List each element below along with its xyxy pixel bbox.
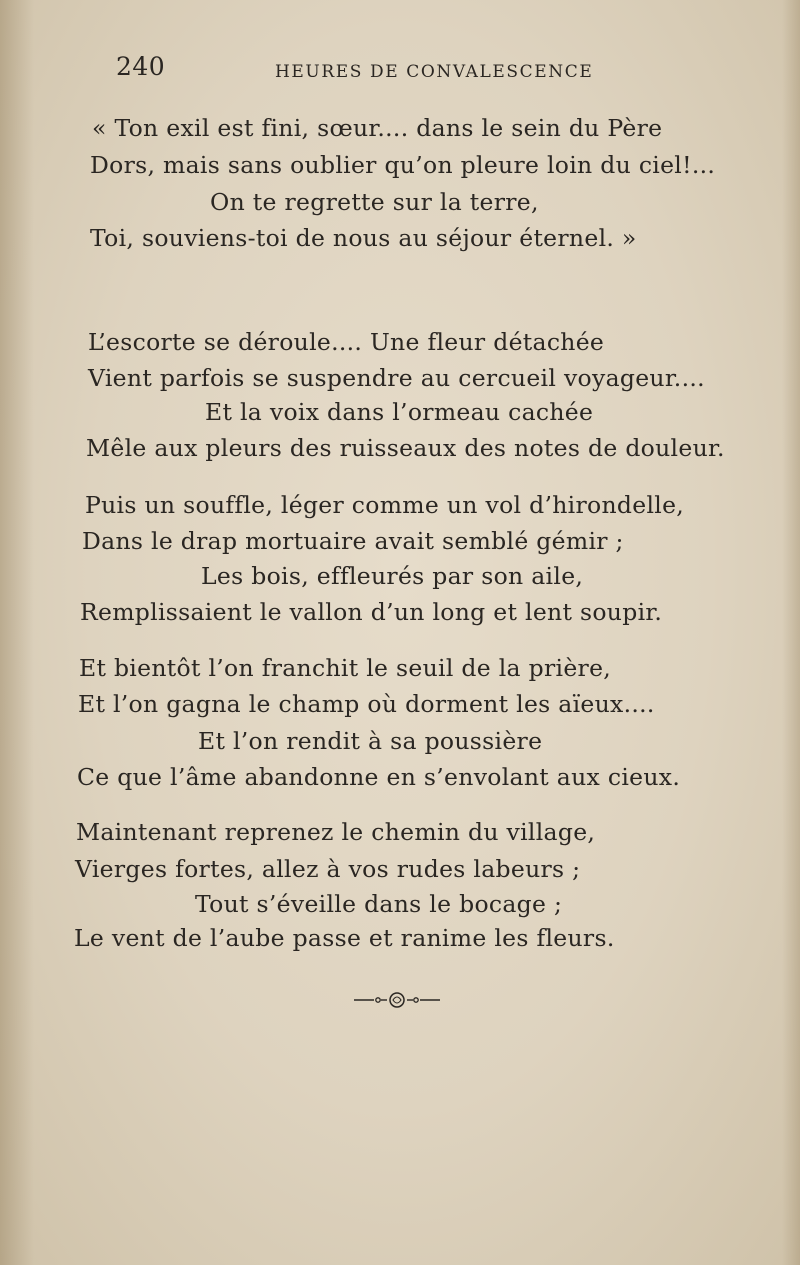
page-edge-shadow-right — [782, 0, 800, 1265]
tailpiece-ornament-icon — [352, 989, 442, 1011]
verse-line: Et bientôt l’on franchit le seuil de la prière, — [79, 654, 612, 682]
verse-line: Ce que l’âme abandonne en s’envolant aux cieux. — [77, 763, 681, 791]
verse-line: Et l’on rendit à sa poussière — [198, 727, 543, 755]
verse-line: Puis un souffle, léger comme un vol d’hirondelle, — [85, 491, 685, 519]
verse-line: Vierges fortes, allez à vos rudes labeurs ; — [75, 855, 581, 883]
verse-line: Les bois, effleurés par son aile, — [201, 562, 584, 590]
verse-line: On te regrette sur la terre, — [210, 188, 539, 216]
verse-line: Dans le drap mortuaire avait semblé gémir ; — [82, 527, 624, 555]
page-number: 240 — [116, 52, 166, 81]
verse-line: Le vent de l’aube passe et ranime les fleurs. — [74, 924, 615, 952]
page-edge-shadow-left — [0, 0, 34, 1265]
running-title: HEURES DE CONVALESCENCE — [275, 62, 594, 82]
verse-line: Et l’on gagna le champ où dorment les aïeux.... — [78, 690, 655, 718]
page-header — [0, 52, 800, 92]
verse-line: Tout s’éveille dans le bocage ; — [195, 890, 563, 918]
verse-line: Vient parfois se suspendre au cercueil voyageur.... — [88, 364, 705, 392]
verse-line: « Ton exil est fini, sœur.... dans le sein du Père — [92, 114, 663, 142]
verse-line: Dors, mais sans oublier qu’on pleure loin du ciel!... — [90, 151, 716, 179]
verse-line: L’escorte se déroule.... Une fleur détachée — [88, 328, 605, 356]
verse-line: Et la voix dans l’ormeau cachée — [205, 398, 594, 426]
verse-line: Mêle aux pleurs des ruisseaux des notes de douleur. — [86, 434, 725, 462]
verse-line: Remplissaient le vallon d’un long et lent soupir. — [80, 598, 663, 626]
verse-line: Toi, souviens-toi de nous au séjour éternel. » — [90, 224, 637, 252]
verse-line: Maintenant reprenez le chemin du village, — [76, 818, 596, 846]
